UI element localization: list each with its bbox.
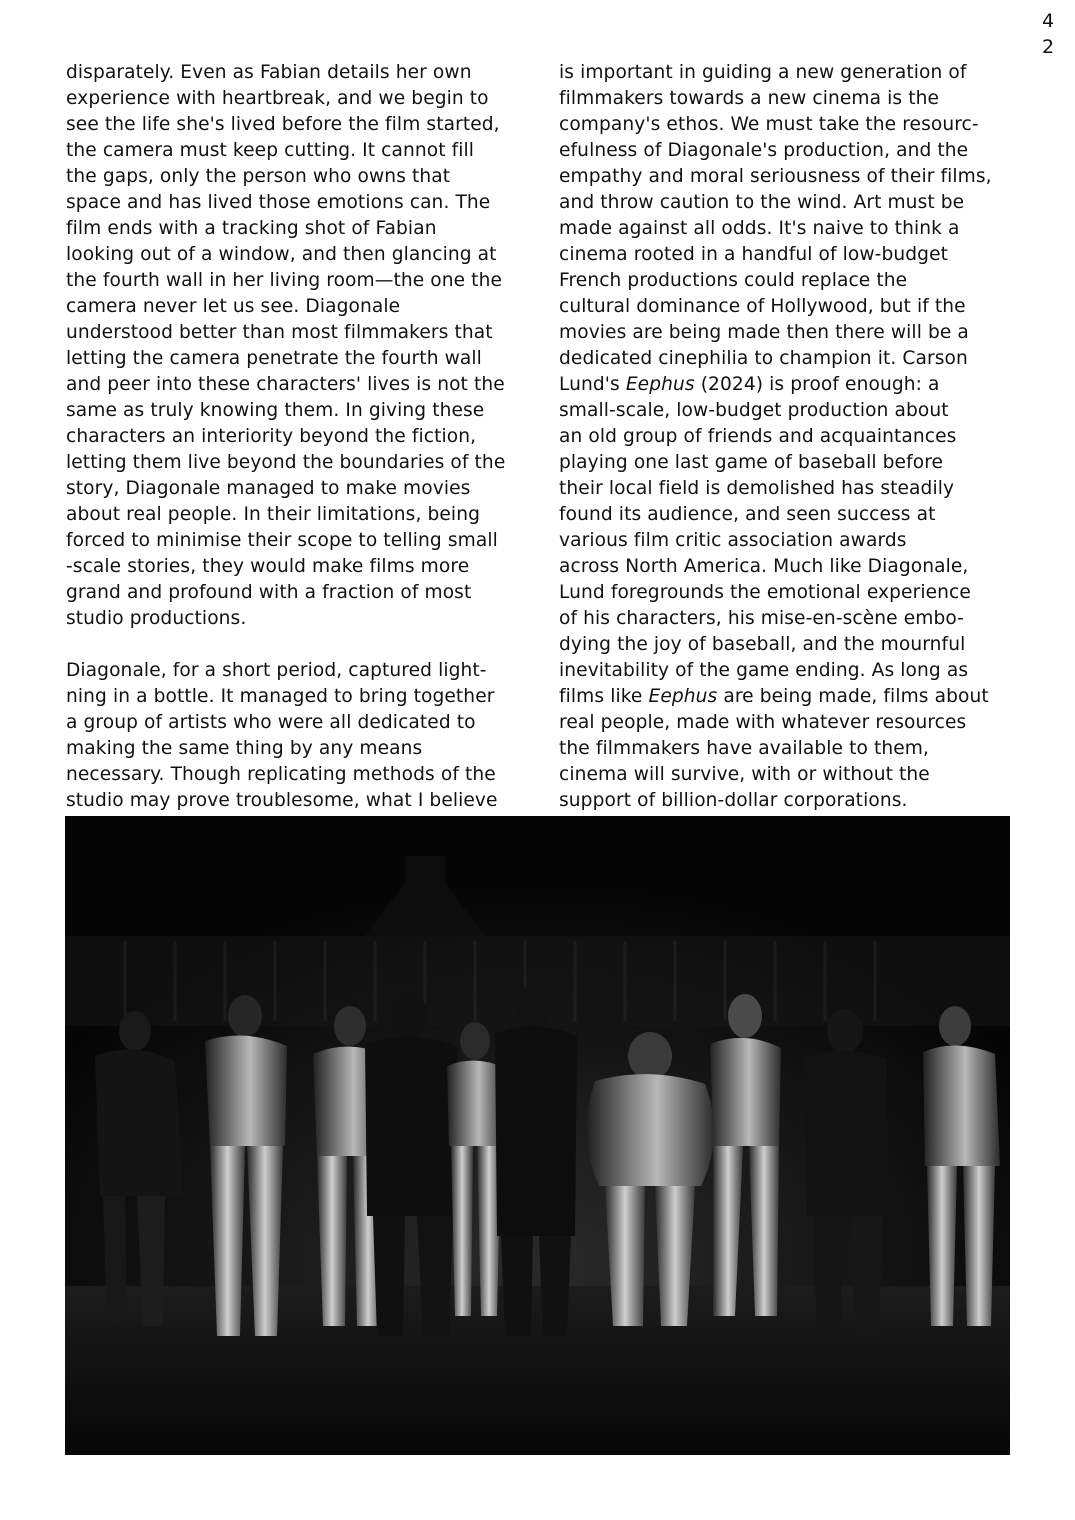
- text-line: story, Diagonale managed to make movies: [66, 478, 471, 499]
- text-line: -scale stories, they would make films more: [66, 556, 470, 577]
- paragraph-part: [559, 60, 1025, 372]
- paragraph: [66, 60, 538, 632]
- text-line: movies are being made then there will be a: [559, 322, 969, 343]
- text-line: company's ethos. We must take the resourc-: [559, 114, 979, 135]
- film-title: Eephus: [625, 374, 695, 395]
- text-line: playing one last game of baseball before: [559, 452, 944, 473]
- text-line: the camera must keep cutting. It cannot fill: [66, 140, 475, 161]
- text-line: necessary. Though replicating methods of the: [66, 764, 496, 785]
- text-line: cinema will survive, with or without the: [559, 764, 930, 785]
- text-line: real people, made with whatever resources: [559, 712, 967, 733]
- text-line: made against all odds. It's naive to think a: [559, 218, 960, 239]
- paragraph-part: [559, 710, 1025, 814]
- text-line: understood better than most filmmakers that: [66, 322, 493, 343]
- text-fragment: are being made, films about: [717, 686, 989, 707]
- text-line: cultural dominance of Hollywood, but if the: [559, 296, 966, 317]
- text-line: letting the camera penetrate the fourth wall: [66, 348, 482, 369]
- baseball-players-night-scene: [65, 816, 1010, 1455]
- text-line-with-film-title: [559, 372, 1025, 398]
- text-line: is important in guiding a new generation of: [559, 62, 967, 83]
- text-line: letting them live beyond the boundaries of the: [66, 452, 506, 473]
- text-line: Lund foregrounds the emotional experience: [559, 582, 971, 603]
- text-line: forced to minimise their scope to telling small: [66, 530, 498, 551]
- text-line: ning in a bottle. It managed to bring together: [66, 686, 495, 707]
- text-line: cinema rooted in a handful of low-budget: [559, 244, 949, 265]
- text-line: found its audience, and seen success at: [559, 504, 936, 525]
- text-line: dedicated cinephilia to champion it. Carson: [559, 348, 968, 369]
- article-left-column: [66, 60, 538, 814]
- paragraph-part: [559, 398, 1025, 684]
- text-line: same as truly knowing them. In giving these: [66, 400, 485, 421]
- text-line: about real people. In their limitations, being: [66, 504, 480, 525]
- text-fragment: (2024) is proof enough: a: [694, 374, 940, 395]
- text-line: their local field is demolished has steadily: [559, 478, 955, 499]
- text-line: efulness of Diagonale's production, and the: [559, 140, 969, 161]
- text-line: film ends with a tracking shot of Fabian: [66, 218, 437, 239]
- text-line: an old group of friends and acquaintances: [559, 426, 957, 447]
- film-title: Eephus: [648, 686, 718, 707]
- text-fragment: Lund's: [559, 374, 626, 395]
- page-number-digit: 4: [1041, 10, 1055, 32]
- text-line: characters an interiority beyond the fiction,: [66, 426, 477, 447]
- paragraph-gap: [66, 632, 538, 658]
- text-line: the filmmakers have available to them,: [559, 738, 929, 759]
- text-line: a group of artists who were all dedicated to: [66, 712, 476, 733]
- text-line: Diagonale, for a short period, captured light-: [66, 660, 487, 681]
- text-line: of his characters, his mise-en-scène embo-: [559, 608, 964, 629]
- page-number: [1037, 8, 1059, 60]
- text-line: support of billion-dollar corporations.: [559, 790, 908, 811]
- text-line: camera never let us see. Diagonale: [66, 296, 401, 317]
- text-line: inevitability of the game ending. As long as: [559, 660, 969, 681]
- text-line: studio productions.: [66, 608, 247, 629]
- text-line: French productions could replace the: [559, 270, 908, 291]
- text-line: across North America. Much like Diagonale,: [559, 556, 969, 577]
- text-line: see the life she's lived before the film started,: [66, 114, 500, 135]
- text-line: experience with heartbreak, and we begin to: [66, 88, 489, 109]
- text-line: the gaps, only the person who owns that: [66, 166, 451, 187]
- paragraph: [66, 658, 538, 814]
- text-line: and throw caution to the wind. Art must be: [559, 192, 965, 213]
- text-line: filmmakers towards a new cinema is the: [559, 88, 940, 109]
- text-line: empathy and moral seriousness of their films,: [559, 166, 992, 187]
- text-line: various film critic association awards: [559, 530, 907, 551]
- text-line: and peer into these characters' lives is not the: [66, 374, 505, 395]
- text-line: disparately. Even as Fabian details her own: [66, 62, 472, 83]
- article-right-column: [559, 60, 1025, 814]
- text-line: the fourth wall in her living room—the one the: [66, 270, 502, 291]
- page-number-digit: 2: [1041, 36, 1055, 58]
- text-line: grand and profound with a fraction of most: [66, 582, 472, 603]
- text-line: space and has lived those emotions can. The: [66, 192, 491, 213]
- text-line: dying the joy of baseball, and the mournful: [559, 634, 966, 655]
- text-fragment: films like: [559, 686, 649, 707]
- text-line: studio may prove troublesome, what I believe: [66, 790, 498, 811]
- text-line: looking out of a window, and then glancing at: [66, 244, 497, 265]
- text-line-with-film-title: [559, 684, 1025, 710]
- film-still-photo: [65, 816, 1010, 1455]
- text-line: small-scale, low-budget production about: [559, 400, 949, 421]
- text-line: making the same thing by any means: [66, 738, 423, 759]
